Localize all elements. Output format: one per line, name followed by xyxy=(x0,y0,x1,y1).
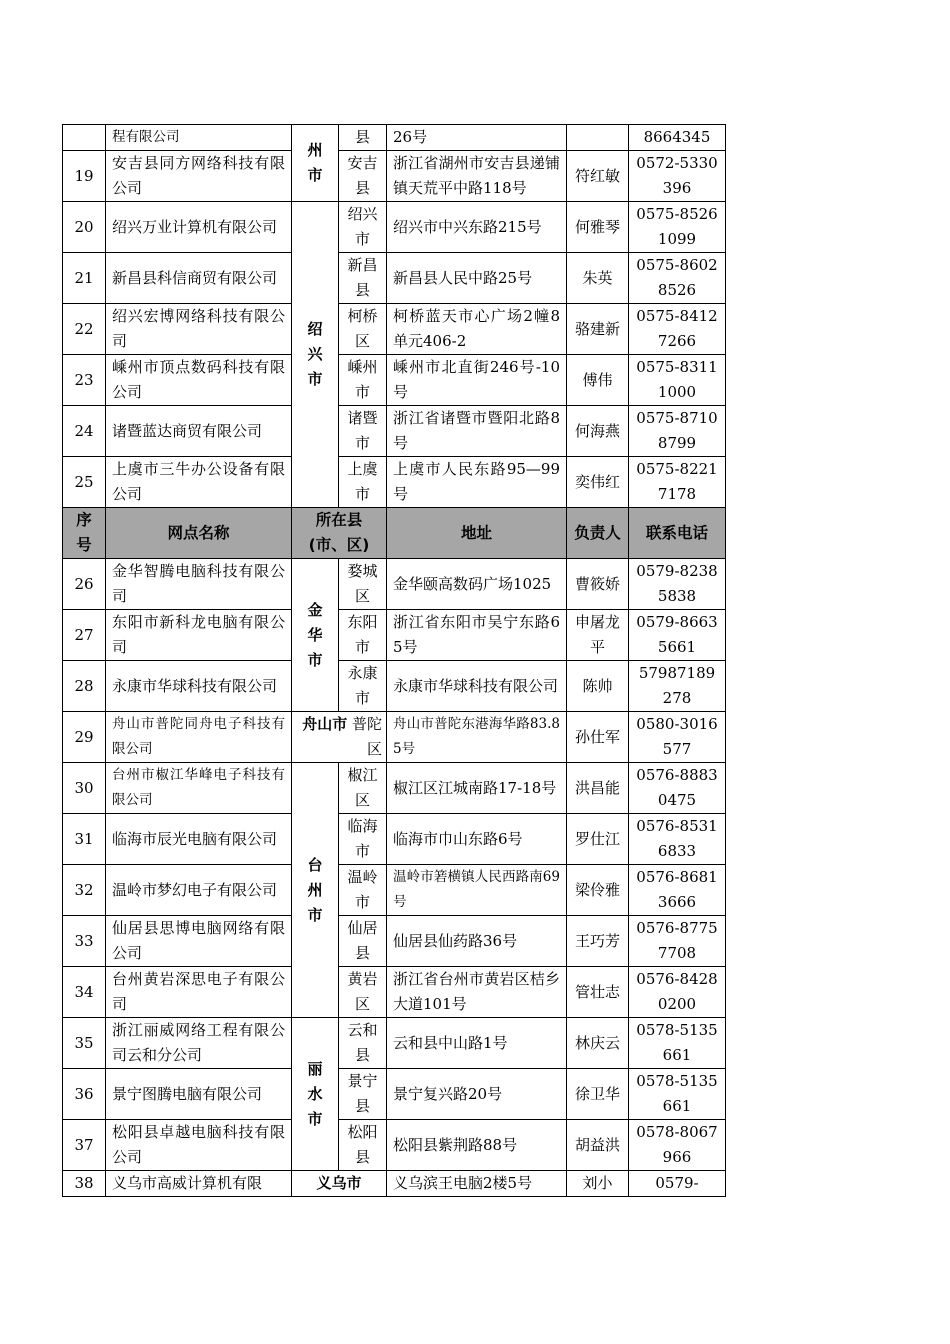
row-name: 绍兴万业计算机有限公司 xyxy=(106,202,292,253)
row-address: 临海市巾山东路6号 xyxy=(387,814,567,865)
row-name: 新昌县科信商贸有限公司 xyxy=(106,253,292,304)
table-row xyxy=(63,304,726,355)
row-name: 永康市华球科技有限公司 xyxy=(106,661,292,712)
row-phone: 0576-84280200 xyxy=(629,967,726,1018)
row-county: 普陀区 xyxy=(351,715,382,758)
row-person: 申屠龙平 xyxy=(567,610,629,661)
row-name: 台州市椒江华峰电子科技有限公司 xyxy=(106,763,292,814)
row-address: 舟山市普陀东港海华路83.85号 xyxy=(387,712,567,763)
row-person: 刘小 xyxy=(567,1171,629,1197)
row-person: 管壮志 xyxy=(567,967,629,1018)
row-address: 浙江省东阳市吴宁东路65号 xyxy=(387,610,567,661)
row-name: 松阳县卓越电脑科技有限公司 xyxy=(106,1120,292,1171)
row-phone: 0576-86813666 xyxy=(629,865,726,916)
row-no: 28 xyxy=(63,661,106,712)
row-person: 曹筱娇 xyxy=(567,559,629,610)
dealer-table xyxy=(62,124,726,1197)
row-name: 义乌市高威计算机有限 xyxy=(106,1171,292,1197)
city-cell: 州市 xyxy=(292,125,339,202)
row-person: 傅伟 xyxy=(567,355,629,406)
row-address: 上虞市人民东路95—99号 xyxy=(387,457,567,508)
dealer-table-page xyxy=(62,124,726,1197)
table-header-row xyxy=(63,508,726,559)
row-county: 绍兴市 xyxy=(339,202,387,253)
row-no: 25 xyxy=(63,457,106,508)
city-cell: 金华市 xyxy=(292,559,339,712)
header-phone: 联系电话 xyxy=(629,508,726,559)
row-county: 椒江区 xyxy=(339,763,387,814)
table-row xyxy=(63,355,726,406)
row-no: 22 xyxy=(63,304,106,355)
row-county: 上虞市 xyxy=(339,457,387,508)
row-address: 26号 xyxy=(387,125,567,151)
city-cell: 义乌市 xyxy=(292,1171,387,1197)
row-name: 绍兴宏博网络科技有限公司 xyxy=(106,304,292,355)
row-name: 浙江丽威网络工程有限公司云和分公司 xyxy=(106,1018,292,1069)
row-name: 景宁图腾电脑有限公司 xyxy=(106,1069,292,1120)
row-phone: 0576-88830475 xyxy=(629,763,726,814)
row-phone: 0579- xyxy=(629,1171,726,1197)
row-person: 洪昌能 xyxy=(567,763,629,814)
row-no: 19 xyxy=(63,151,106,202)
table-row xyxy=(63,916,726,967)
row-person: 朱英 xyxy=(567,253,629,304)
table-row xyxy=(63,406,726,457)
row-phone: 0575-87108799 xyxy=(629,406,726,457)
row-person xyxy=(567,125,629,151)
row-county: 东阳市 xyxy=(339,610,387,661)
row-no: 38 xyxy=(63,1171,106,1197)
row-person: 王巧芳 xyxy=(567,916,629,967)
row-county: 永康市 xyxy=(339,661,387,712)
row-person: 陈帅 xyxy=(567,661,629,712)
row-name: 嵊州市顶点数码科技有限公司 xyxy=(106,355,292,406)
row-phone: 0576-87757708 xyxy=(629,916,726,967)
city-county-cell xyxy=(292,712,387,763)
row-phone: 0578-5135661 xyxy=(629,1018,726,1069)
row-county: 黄岩区 xyxy=(339,967,387,1018)
row-county: 新昌县 xyxy=(339,253,387,304)
table-row xyxy=(63,151,726,202)
row-name: 诸暨蓝达商贸有限公司 xyxy=(106,406,292,457)
row-county: 温岭市 xyxy=(339,865,387,916)
row-address: 永康市华球科技有限公司 xyxy=(387,661,567,712)
row-no: 27 xyxy=(63,610,106,661)
row-address: 温岭市箬横镇人民西路南69号 xyxy=(387,865,567,916)
row-phone: 0575-86028526 xyxy=(629,253,726,304)
row-phone: 0575-83111000 xyxy=(629,355,726,406)
row-no: 35 xyxy=(63,1018,106,1069)
header-no: 序号 xyxy=(63,508,106,559)
row-phone: 0572-5330396 xyxy=(629,151,726,202)
header-address: 地址 xyxy=(387,508,567,559)
row-phone: 0579-82385838 xyxy=(629,559,726,610)
table-row xyxy=(63,1120,726,1171)
row-name: 温岭市梦幻电子有限公司 xyxy=(106,865,292,916)
city-cell: 丽水市 xyxy=(292,1018,339,1171)
row-address: 绍兴市中兴东路215号 xyxy=(387,202,567,253)
row-county: 仙居县 xyxy=(339,916,387,967)
row-no: 31 xyxy=(63,814,106,865)
row-no: 23 xyxy=(63,355,106,406)
row-no xyxy=(63,125,106,151)
table-row xyxy=(63,1069,726,1120)
row-person: 林庆云 xyxy=(567,1018,629,1069)
row-name: 上虞市三牛办公设备有限公司 xyxy=(106,457,292,508)
row-phone: 0575-84127266 xyxy=(629,304,726,355)
row-person: 孙仕军 xyxy=(567,712,629,763)
row-address: 仙居县仙药路36号 xyxy=(387,916,567,967)
row-person: 徐卫华 xyxy=(567,1069,629,1120)
header-person: 负责人 xyxy=(567,508,629,559)
row-address: 义乌滨王电脑2楼5号 xyxy=(387,1171,567,1197)
row-no: 34 xyxy=(63,967,106,1018)
row-name: 金华智腾电脑科技有限公司 xyxy=(106,559,292,610)
row-county: 安吉县 xyxy=(339,151,387,202)
row-phone: 0576-85316833 xyxy=(629,814,726,865)
row-address: 嵊州市北直街246号-10号 xyxy=(387,355,567,406)
row-phone: 0580-3016577 xyxy=(629,712,726,763)
row-county: 云和县 xyxy=(339,1018,387,1069)
table-row xyxy=(63,202,726,253)
row-county: 柯桥区 xyxy=(339,304,387,355)
row-person: 梁伶雅 xyxy=(567,865,629,916)
row-address: 浙江省台州市黄岩区桔乡大道101号 xyxy=(387,967,567,1018)
row-no: 21 xyxy=(63,253,106,304)
table-row xyxy=(63,661,726,712)
row-person: 何海燕 xyxy=(567,406,629,457)
table-row xyxy=(63,559,726,610)
row-phone: 0578-8067966 xyxy=(629,1120,726,1171)
row-phone: 0578-5135661 xyxy=(629,1069,726,1120)
row-address: 新昌县人民中路25号 xyxy=(387,253,567,304)
row-address: 松阳县紫荆路88号 xyxy=(387,1120,567,1171)
table-row xyxy=(63,125,726,151)
row-address: 椒江区江城南路17-18号 xyxy=(387,763,567,814)
row-county: 松阳县 xyxy=(339,1120,387,1171)
table-row xyxy=(63,865,726,916)
row-no: 32 xyxy=(63,865,106,916)
row-no: 37 xyxy=(63,1120,106,1171)
row-person: 胡益洪 xyxy=(567,1120,629,1171)
row-county: 诸暨市 xyxy=(339,406,387,457)
row-county: 县 xyxy=(339,125,387,151)
row-no: 30 xyxy=(63,763,106,814)
table-row xyxy=(63,1018,726,1069)
row-county: 嵊州市 xyxy=(339,355,387,406)
table-row xyxy=(63,457,726,508)
row-address: 浙江省湖州市安吉县递铺镇天荒平中路118号 xyxy=(387,151,567,202)
row-phone: 0575-85261099 xyxy=(629,202,726,253)
row-county: 临海市 xyxy=(339,814,387,865)
city-cell: 台州市 xyxy=(292,763,339,1018)
row-no: 33 xyxy=(63,916,106,967)
row-address: 金华颐高数码广场1025 xyxy=(387,559,567,610)
row-person: 何雅琴 xyxy=(567,202,629,253)
row-address: 云和县中山路1号 xyxy=(387,1018,567,1069)
row-name: 东阳市新科龙电脑有限公司 xyxy=(106,610,292,661)
row-person: 骆建新 xyxy=(567,304,629,355)
row-name: 临海市辰光电脑有限公司 xyxy=(106,814,292,865)
row-address: 景宁复兴路20号 xyxy=(387,1069,567,1120)
row-no: 36 xyxy=(63,1069,106,1120)
row-county: 景宁县 xyxy=(339,1069,387,1120)
row-no: 24 xyxy=(63,406,106,457)
table-row xyxy=(63,253,726,304)
table-row xyxy=(63,814,726,865)
table-row xyxy=(63,1171,726,1197)
row-person: 符红敏 xyxy=(567,151,629,202)
city-label: 舟山市 xyxy=(302,715,348,733)
header-name: 网点名称 xyxy=(106,508,292,559)
city-cell: 绍兴市 xyxy=(292,202,339,508)
row-name: 舟山市普陀同舟电子科技有限公司 xyxy=(106,712,292,763)
header-county: 所在县(市、区) xyxy=(292,508,387,559)
row-no: 20 xyxy=(63,202,106,253)
row-no: 26 xyxy=(63,559,106,610)
row-address: 柯桥蓝天市心广场2幢8单元406-2 xyxy=(387,304,567,355)
row-phone: 57987189278 xyxy=(629,661,726,712)
row-no: 29 xyxy=(63,712,106,763)
row-person: 罗仕江 xyxy=(567,814,629,865)
row-name: 台州黄岩深思电子有限公司 xyxy=(106,967,292,1018)
row-name: 程有限公司 xyxy=(106,125,292,151)
row-phone: 0575-82217178 xyxy=(629,457,726,508)
row-county: 婺城区 xyxy=(339,559,387,610)
table-row xyxy=(63,763,726,814)
row-name: 仙居县思博电脑网络有限公司 xyxy=(106,916,292,967)
row-phone: 8664345 xyxy=(629,125,726,151)
row-person: 奕伟红 xyxy=(567,457,629,508)
row-address: 浙江省诸暨市暨阳北路8号 xyxy=(387,406,567,457)
table-row xyxy=(63,712,726,763)
table-row xyxy=(63,967,726,1018)
row-phone: 0579-86635661 xyxy=(629,610,726,661)
row-name: 安吉县同方网络科技有限公司 xyxy=(106,151,292,202)
table-row xyxy=(63,610,726,661)
